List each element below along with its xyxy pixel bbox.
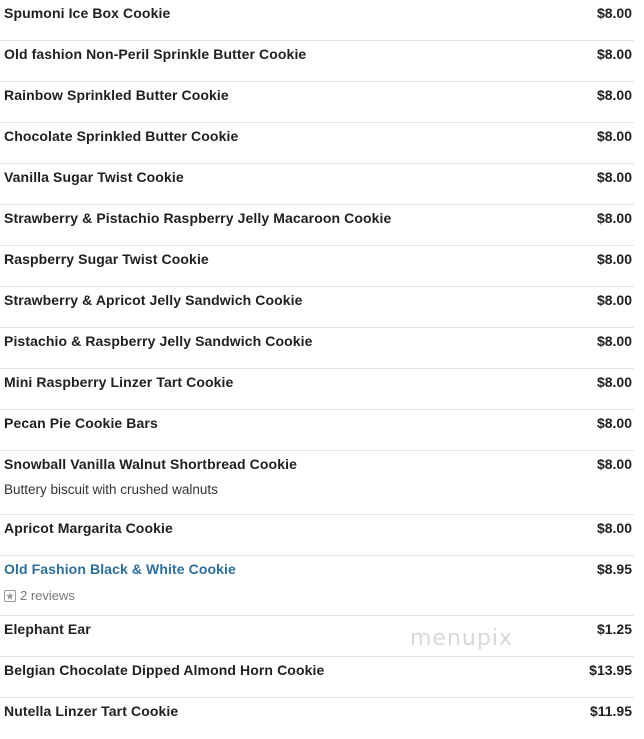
menu-item[interactable] — [0, 164, 634, 205]
item-price: $8.00 — [596, 333, 632, 349]
item-price: $8.00 — [596, 128, 632, 144]
item-price: $13.95 — [589, 662, 632, 678]
item-name: Raspberry Sugar Twist Cookie — [4, 251, 209, 267]
item-name: Old fashion Non-Peril Sprinkle Butter Cookie — [4, 46, 307, 62]
menu-item[interactable] — [0, 657, 634, 698]
item-name: Chocolate Sprinkled Butter Cookie — [4, 128, 239, 144]
item-description: Buttery biscuit with crushed walnuts — [4, 482, 218, 497]
menu-item[interactable] — [0, 205, 634, 246]
item-price: $8.00 — [596, 292, 632, 308]
menu-item[interactable] — [0, 369, 634, 410]
item-name: Spumoni Ice Box Cookie — [4, 5, 171, 21]
item-price: $8.95 — [596, 561, 632, 577]
menu-item[interactable] — [0, 410, 634, 451]
star-icon — [4, 590, 16, 602]
item-name: Belgian Chocolate Dipped Almond Horn Cookie — [4, 662, 325, 678]
menu-item[interactable] — [0, 556, 634, 616]
item-name: Nutella Linzer Tart Cookie — [4, 703, 179, 719]
item-name: Strawberry & Pistachio Raspberry Jelly Macaroon Cookie — [4, 210, 392, 226]
item-price: $8.00 — [596, 251, 632, 267]
menu-item[interactable] — [0, 616, 634, 657]
item-price: $8.00 — [596, 520, 632, 536]
item-price: $8.00 — [596, 210, 632, 226]
item-name: Elephant Ear — [4, 621, 91, 637]
item-price: $8.00 — [596, 87, 632, 103]
menu-item[interactable] — [0, 328, 634, 369]
item-price: $8.00 — [596, 46, 632, 62]
reviews-count: 2 reviews — [20, 588, 75, 603]
menu-item[interactable] — [0, 287, 634, 328]
item-price: $8.00 — [596, 456, 632, 472]
item-price: $1.25 — [596, 621, 632, 637]
item-price: $8.00 — [596, 415, 632, 431]
item-price: $8.00 — [596, 5, 632, 21]
item-name-link[interactable]: Old Fashion Black & White Cookie — [4, 561, 236, 577]
menu-item[interactable] — [0, 82, 634, 123]
item-name: Strawberry & Apricot Jelly Sandwich Cookie — [4, 292, 303, 308]
watermark-logo: menupix — [410, 626, 513, 651]
item-reviews[interactable] — [4, 588, 634, 604]
item-name: Mini Raspberry Linzer Tart Cookie — [4, 374, 234, 390]
item-name: Vanilla Sugar Twist Cookie — [4, 169, 184, 185]
menu-item[interactable] — [0, 246, 634, 287]
item-name: Apricot Margarita Cookie — [4, 520, 173, 536]
menu-item[interactable] — [0, 0, 634, 41]
item-name: Pistachio & Raspberry Jelly Sandwich Cookie — [4, 333, 313, 349]
menu-item[interactable] — [0, 41, 634, 82]
menu-item[interactable] — [0, 451, 634, 515]
item-name: Snowball Vanilla Walnut Shortbread Cookie — [4, 456, 297, 472]
item-price: $8.00 — [596, 374, 632, 390]
item-name: Pecan Pie Cookie Bars — [4, 415, 158, 431]
menu-item[interactable] — [0, 698, 634, 739]
menu-item[interactable] — [0, 123, 634, 164]
item-price: $11.95 — [589, 703, 632, 719]
item-price: $8.00 — [596, 169, 632, 185]
item-name: Rainbow Sprinkled Butter Cookie — [4, 87, 229, 103]
menu-item[interactable] — [0, 515, 634, 556]
